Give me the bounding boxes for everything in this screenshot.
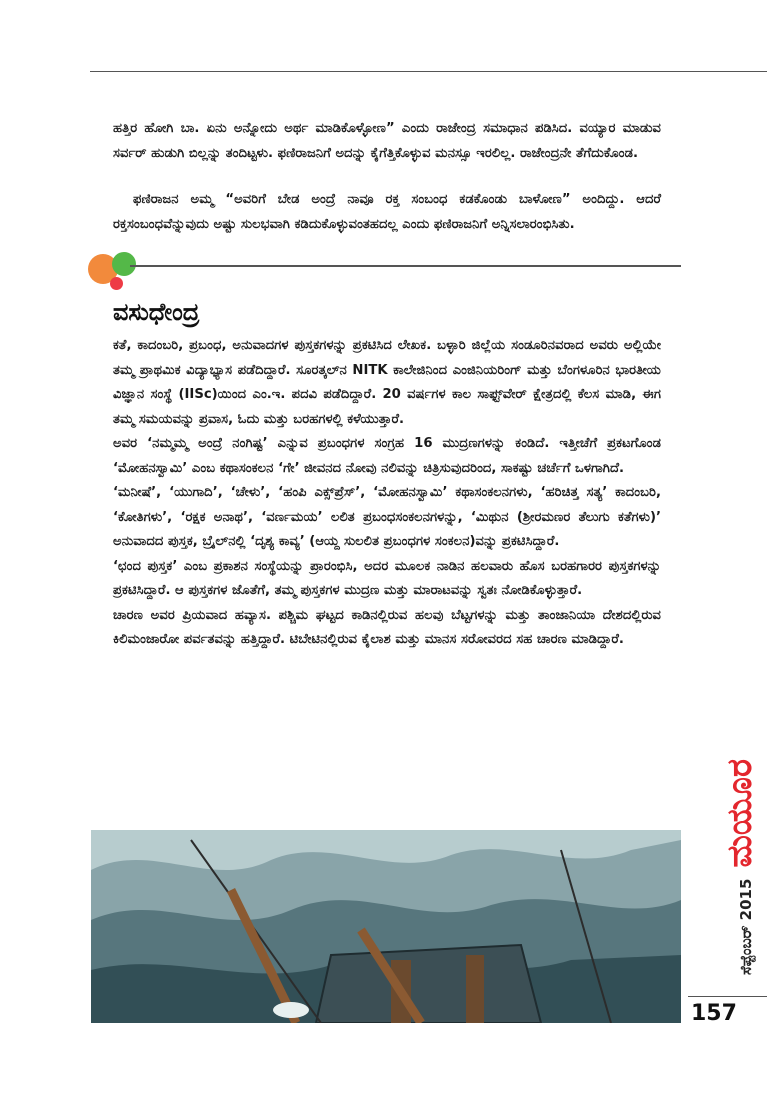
section-divider (130, 265, 681, 267)
bio-paragraph-3: ‘ಮನೀಷೆ’, ‘ಯುಗಾದಿ’, ‘ಚೇಳು’, ‘ಹಂಪಿ ಎಕ್ಸ್‌ಪ್ರೆಸ್’, ‘ಮೋಹನಸ್ವಾಮಿ’ ಕಥಾಸಂಕಲನಗಳು, ‘ಹರಿಚಿತ್ತ ಸತ್ಯ’ ಕಾದಂಬರಿ, ‘ಕೋತಿಗಳು’, ‘ರಕ್ಷಕ ಅನಾಥ’, ‘ವರ್ಣಮಯ’ ಲಲಿತ ಪ್ರಬಂಧಸಂಕಲನಗಳನ್ನು, ‘ಮಿಥುನ (ಶ್ರೀರಮಣರ ತೆಲುಗು ಕತೆಗಳು)’ ಅನುವಾದದ ಪುಸ್ತಕ, ಬ್ರೈಲ್‌ನಲ್ಲಿ ‘ದೃಶ್ಯ ಕಾವ್ಯ’ (ಆಯ್ದ ಸುಲಲಿತ ಪ್ರಬಂಧಗಳ ಸಂಕಲನ)ವನ್ನು ಪ್ರಕಟಿಸಿದ್ದಾರೆ. (113, 485, 661, 549)
bio-paragraph-2: ಅವರ ‘ನಮ್ಮಮ್ಮ ಅಂದ್ರೆ ನಂಗಿಷ್ಟ’ ಎನ್ನುವ ಪ್ರಬಂಧಗಳ ಸಂಗ್ರಹ 16 ಮುದ್ರಣಗಳನ್ನು ಕಂಡಿದೆ. ಇತ್ತೀಚೆಗೆ ಪ್ರಕಟಗೊಂಡ ‘ಮೋಹನಸ್ವಾಮಿ’ ಎಂಬ ಕಥಾಸಂಕಲನ ‘ಗೇ’ ಜೀವನದ ನೋವು ನಲಿವನ್ನು ಚಿತ್ರಿಸುವುದರಿಂದ, ಸಾಕಷ್ಟು ಚರ್ಚೆಗೆ ಒಳಗಾಗಿದೆ. (113, 436, 661, 476)
illustration (91, 830, 681, 1023)
green-dot-ornament (112, 252, 136, 276)
story-paragraph (113, 188, 661, 237)
story-paragraph-1: ಹತ್ತಿರ ಹೋಗಿ ಬಾ. ಏನು ಅನ್ನೋದು ಅರ್ಥ ಮಾಡಿಕೊಳ್ಳೋಣ” ಎಂದು ರಾಜೇಂದ್ರ ಸಮಾಧಾನ ಪಡಿಸಿದ. ವಯ್ಯಾರ ಮಾಡುವ ಸರ್ವರ್ ಹುಡುಗಿ ಬಿಲ್ಲನ್ನು ತಂದಿಟ್ಟಳು. ಫಣಿರಾಜನಿಗೆ ಅದನ್ನು ಕೈಗೆತ್ತಿಕೊಳ್ಳುವ ಮನಸ್ಸೂ ಇರಲಿಲ್ಲ. ರಾಜೇಂದ್ರನೇ ತೆಗೆದುಕೊಂಡ. (113, 121, 661, 161)
page-number: 157 (691, 1001, 737, 1026)
bio-paragraph-4: ‘ಛಂದ ಪುಸ್ತಕ’ ಎಂಬ ಪ್ರಕಾಶನ ಸಂಸ್ಥೆಯನ್ನು ಪ್ರಾರಂಭಿಸಿ, ಅದರ ಮೂಲಕ ನಾಡಿನ ಹಲವಾರು ಹೊಸ ಬರಹಗಾರರ ಪುಸ್ತಕಗಳನ್ನು ಪ್ರಕಟಿಸಿದ್ದಾರೆ. ಆ ಪುಸ್ತಕಗಳ ಜೊತೆಗೆ, ತಮ್ಮ ಪುಸ್ತಕಗಳ ಮುದ್ರಣ ಮತ್ತು ಮಾರಾಟವನ್ನು ಸ್ವತಃ ನೋಡಿಕೊಳ್ಳುತ್ತಾರೆ. (113, 558, 661, 598)
story-paragraph (113, 117, 661, 166)
magazine-logo: ಮಯೂರ (720, 759, 760, 868)
top-rule (90, 71, 767, 72)
page-number-rule (688, 996, 767, 997)
bio-paragraph-1: ಕತೆ, ಕಾದಂಬರಿ, ಪ್ರಬಂಧ, ಅನುವಾದಗಳ ಪುಸ್ತಕಗಳನ್ನು ಪ್ರಕಟಿಸಿದ ಲೇಖಕ. ಬಳ್ಳಾರಿ ಜಿಲ್ಲೆಯ ಸಂಡೂರಿನವರಾದ ಅವರು ಅಲ್ಲಿಯೇ ತಮ್ಮ ಪ್ರಾಥಮಿಕ ವಿದ್ಯಾಭ್ಯಾಸ ಪಡೆದಿದ್ದಾರೆ. ಸೂರತ್ಕಲ್‌ನ NITK ಕಾಲೇಜಿನಿಂದ ಎಂಜಿನಿಯರಿಂಗ್ ಮತ್ತು ಬೆಂಗಳೂರಿನ ಭಾರತೀಯ ವಿಜ್ಞಾನ ಸಂಸ್ಥೆ (IISc)ಯಿಂದ ಎಂ.ಇ. ಪದವಿ ಪಡೆದಿದ್ದಾರೆ. 20 ವರ್ಷಗಳ ಕಾಲ ಸಾಫ್ಟ್‌ವೇರ್ ಕ್ಷೇತ್ರದಲ್ಲಿ ಕೆಲಸ ಮಾಡಿ, ಈಗ ತಮ್ಮ ಸಮಯವನ್ನು ಪ್ರವಾಸ, ಓದು ಮತ್ತು ಬರಹಗಳಲ್ಲಿ ಕಳೆಯುತ್ತಾರೆ. (113, 338, 661, 427)
bio-paragraph-5: ಚಾರಣ ಅವರ ಪ್ರಿಯವಾದ ಹವ್ಯಾಸ. ಪಶ್ಚಿಮ ಘಟ್ಟದ ಕಾಡಿನಲ್ಲಿರುವ ಹಲವು ಬೆಟ್ಟಗಳನ್ನು ಮತ್ತು ತಾಂಜಾನಿಯಾ ದೇಶದಲ್ಲಿರುವ ಕಿಲಿಮಂಜಾರೋ ಪರ್ವತವನ್ನು ಹತ್ತಿದ್ದಾರೆ. ಟಿಬೇಟಿನಲ್ಲಿರುವ ಕೈಲಾಶ ಮತ್ತು ಮಾನಸ ಸರೋವರದ ಸಹ ಚಾರಣ ಮಾಡಿದ್ದಾರೆ. (113, 607, 661, 647)
sidebar-masthead (720, 759, 760, 975)
story-paragraph-2: ಫಣಿರಾಜನ ಅಮ್ಮ “ಅವರಿಗೆ ಬೇಡ ಅಂದ್ರೆ ನಾವೂ ರಕ್ತ ಸಂಬಂಧ ಕಡಕೊಂಡು ಬಾಳೋಣ” ಅಂದಿದ್ದು. ಆದರೆ ರಕ್ತಸಂಬಂಧವೆನ್ನುವುದು ಅಷ್ಟು ಸುಲಭವಾಗಿ ಕಡಿದುಕೊಳ್ಳುವಂತಹದಲ್ಲ ಎಂದು ಫಣಿರಾಜನಿಗೆ ಅನ್ನಿಸಲಾರಂಭಿಸಿತು. (113, 192, 661, 232)
issue-date: ಸೆಪ್ಟೆಂಬರ್ 2015 (737, 878, 755, 975)
author-heading: ವಸುಧೇಂದ್ರ (113, 298, 200, 326)
red-dot-ornament (110, 277, 123, 290)
author-bio (113, 334, 661, 653)
